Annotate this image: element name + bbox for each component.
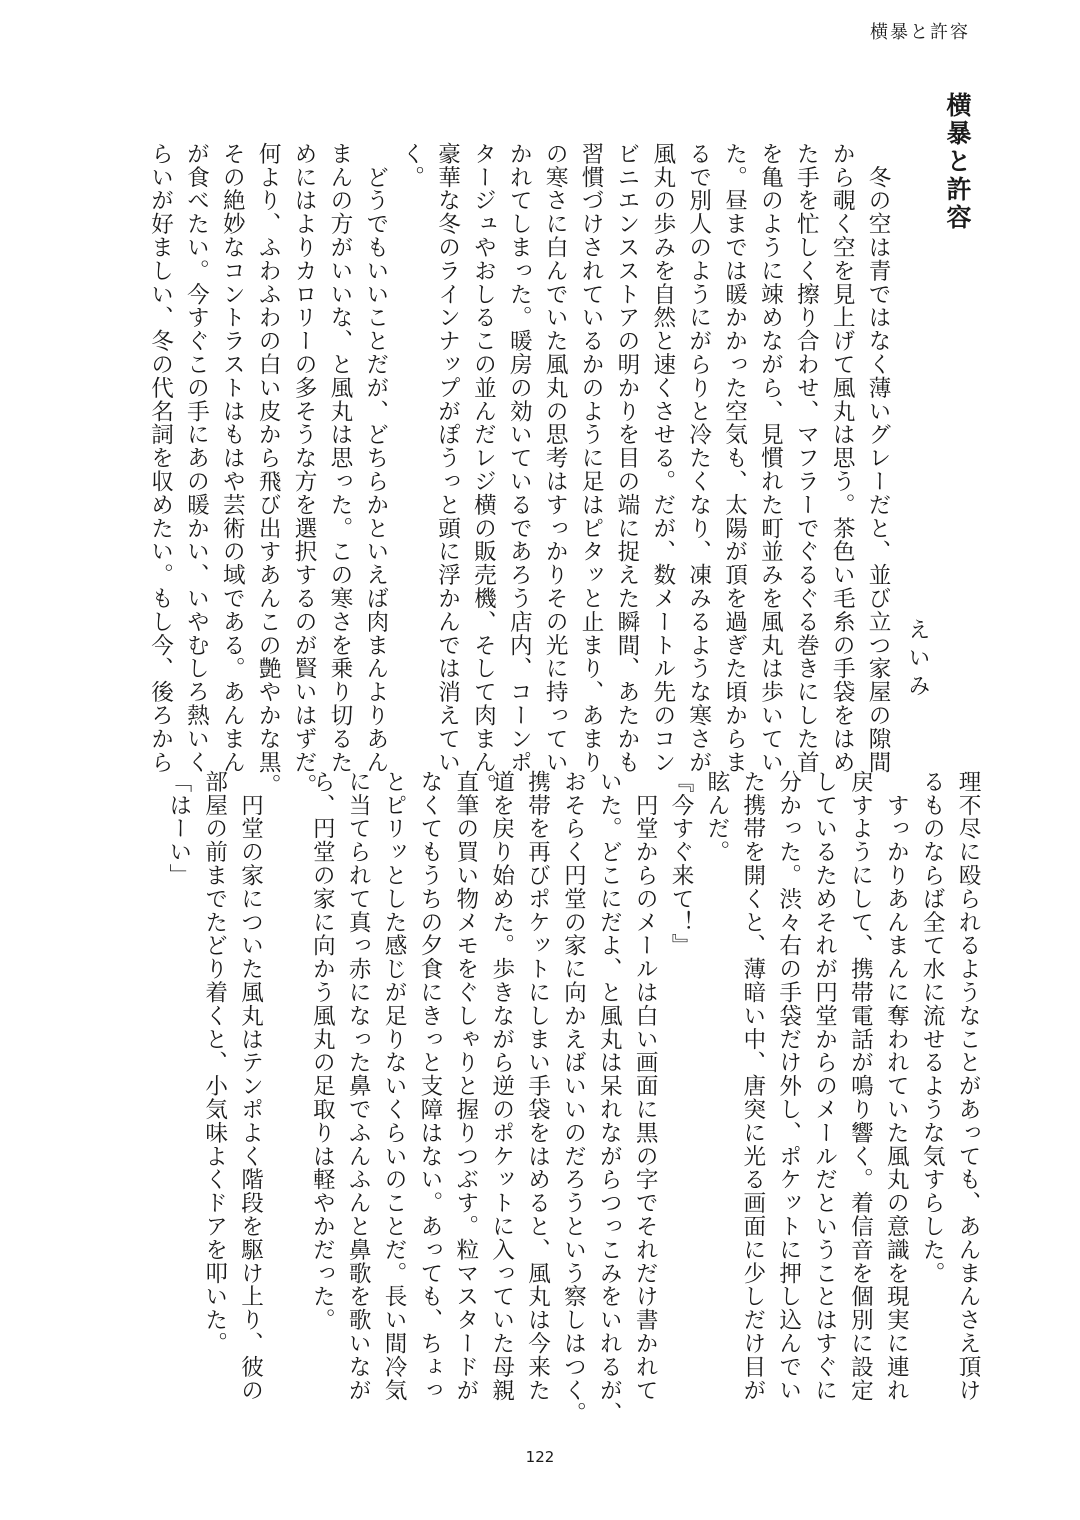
body-text-upper: 冬の空は青ではなく薄いグレーだと、並び立つ家屋の隙間 から覗く空を見上げて風丸は思う。茶色い毛糸の手袋をはめ た手を忙しく擦り合わせ、マフラーでぐるぐる巻きにした首 を亀のように竦めながら、見慣れた町並みを風丸は歩いてい た。昼までは暖かかった空気も、太陽が頂を過ぎた頃からま るで別人のようにがらりと冷たくなり、凍みるような寒さが 風丸の歩みを自然と速くさせる。だが、数メートル先のコン ビニエンスストアの明かりを目の端に捉えた瞬間、あたかも 習慣づけされているかのように足はピタッと止まり、あまり の寒さに白んでいた風丸の思考はすっかりその光に持ってい かれてしまった。暖房の効いているであろう店内、コーンポ タージュやおしるこの並んだレジ横の販売機、そして肉まん。 豪華な冬のラインナップがぽうっと頭に浮かんでは消えてい く。 どうでもいいことだが、どちらかといえば肉まんよりあん まんの方がいいな、と風丸は思った。この寒さを乗り切るた めにはよりカロリーの多そうな方を選択するのが賢いはずだ。 何より、ふわふわの白い皮から飛び出すあんこの艶やかな黒。 その絶妙なコントラストはもはや芸術の域である。あんまん が食べたい。今すぐこの手にあの暖かい、いやむしろ熱いく らいが好ましい、冬の代名詞を収めたい。もし今、後ろから xyxy=(147,142,891,798)
running-header: 横暴と許容 xyxy=(870,22,970,43)
author-name: えいみ xyxy=(905,618,930,702)
story-title: 横暴と許容 xyxy=(943,92,972,232)
page-number: 122 xyxy=(525,1448,555,1466)
body-text-lower: 理不尽に殴られるようなことがあっても、あんまんさえ頂け るものならば全て水に流せるような気すらした。 すっかりあんまんに奪われていた風丸の意識を現実に連れ 戻すようにして、携帯電話が鳴り響く。着信音を個別に設定 しているためそれが円堂からのメールだということはすぐに 分かった。渋々右の手袋だけ外し、ポケットに押し込んでい た携帯を開くと、薄暗い中、唐突に光る画面に少しだけ目が 眩んだ。 『今すぐ来て！』 円堂からのメールは白い画面に黒の字でそれだけ書かれて いた。どこにだよ、と風丸は呆れながらつっこみをいれるが、 おそらく円堂の家に向かえばいいのだろうという察しはつく。 携帯を再びポケットにしまい手袋をはめると、風丸は今来た 道を戻り始めた。歩きながら逆のポケットに入っていた母親 直筆の買い物メモをぐしゃりと握りつぶす。粒マスタードが なくてもうちの夕食にきっと支障はない。あっても、ちょっ とピリッとした感じが足りないくらいのことだ。長い間冷気 に当てられて真っ赤になった鼻でふんふんと鼻歌を歌いなが ら、円堂の家に向かう風丸の足取りは軽やかだった。 円堂の家についた風丸はテンポよく階段を駆け上り、彼の 部屋の前までたどり着くと、小気味よくドアを叩いた。 「はーい」 xyxy=(165,770,981,1426)
